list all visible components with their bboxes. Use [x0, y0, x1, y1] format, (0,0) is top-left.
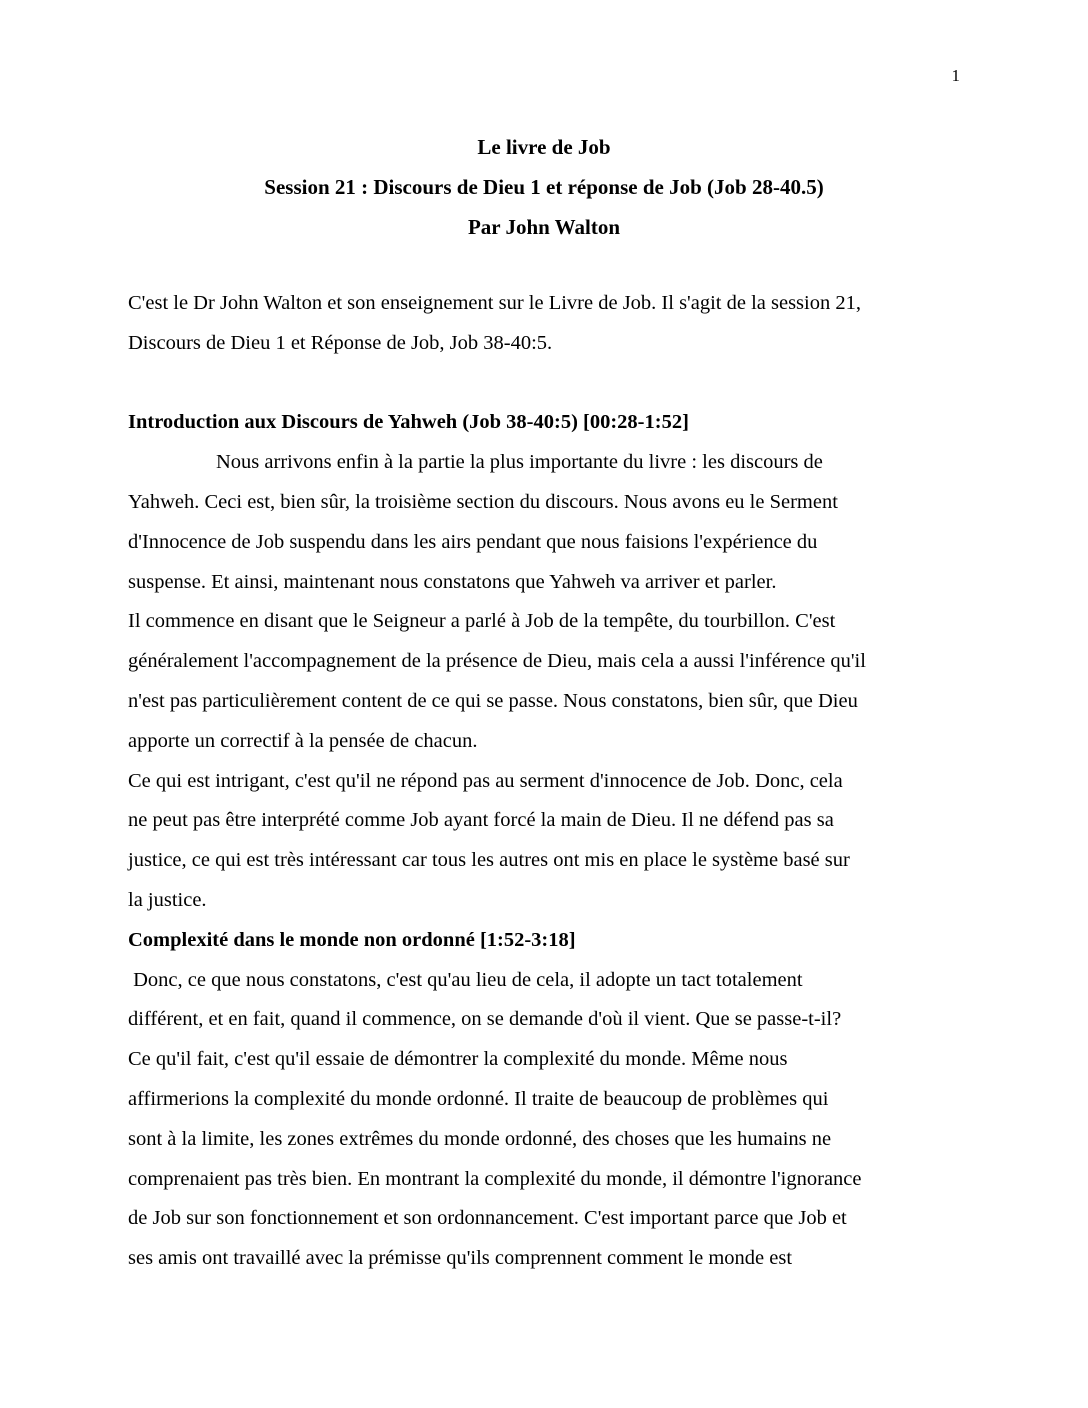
text-line: comprenaient pas très bien. En montrant la complexité du monde, il démontre l'ignorance [128, 1167, 862, 1190]
session-title: Session 21 : Discours de Dieu 1 et réponse de Job (Job 28-40.5) [264, 175, 824, 199]
section2-paragraph-1 [128, 961, 962, 1279]
book-title: Le livre de Job [477, 135, 611, 159]
text-line: Donc, ce que nous constatons, c'est qu'au lieu de cela, il adopte un tact totalement [128, 968, 803, 991]
text-line: ne peut pas être interprété comme Job ayant forcé la main de Dieu. Il ne défend pas sa [128, 809, 834, 832]
text-line: la justice. [128, 888, 207, 911]
text-line: Discours de Dieu 1 et Réponse de Job, Job 38-40:5. [128, 331, 553, 354]
section1-paragraph-1 [128, 443, 962, 602]
section-heading-introduction: Introduction aux Discours de Yahweh (Job 38-40:5) [00:28-1:52] [128, 411, 689, 434]
intro-paragraph [128, 284, 962, 364]
document-body [128, 284, 962, 1279]
text-line: Yahweh. Ceci est, bien sûr, la troisième section du discours. Nous avons eu le Serment [128, 490, 838, 513]
text-line: Ce qui est intrigant, c'est qu'il ne répond pas au serment d'innocence de Job. Donc, cela [128, 769, 843, 792]
section1-paragraph-2 [128, 602, 962, 761]
author-line: Par John Walton [467, 215, 621, 239]
section1-paragraph-3 [128, 762, 962, 921]
text-line: Nous arrivons enfin à la partie la plus importante du livre : les discours de [216, 451, 823, 474]
text-line: généralement l'accompagnement de la présence de Dieu, mais cela a aussi l'inférence qu'il [128, 650, 866, 673]
text-line: n'est pas particulièrement content de ce qui se passe. Nous constatons, bien sûr, que Dieu [128, 689, 858, 712]
text-line: d'Innocence de Job suspendu dans les airs pendant que nous faisions l'expérience du [128, 530, 818, 553]
text-line: ses amis ont travaillé avec la prémisse qu'ils comprennent comment le monde est [128, 1247, 793, 1270]
page-number: 1 [951, 66, 960, 85]
text-line: différent, et en fait, quand il commence, on se demande d'où il vient. Que se passe-t-il? [128, 1008, 842, 1031]
text-line: affirmerions la complexité du monde ordonné. Il traite de beaucoup de problèmes qui [128, 1087, 829, 1110]
text-line: de Job sur son fonctionnement et son ordonnancement. C'est important parce que Job et [128, 1207, 847, 1230]
text-line: Ce qu'il fait, c'est qu'il essaie de démontrer la complexité du monde. Même nous [128, 1048, 788, 1071]
text-line: suspense. Et ainsi, maintenant nous constatons que Yahweh va arriver et parler. [128, 570, 777, 593]
text-line: sont à la limite, les zones extrêmes du monde ordonné, des choses que les humains ne [128, 1127, 832, 1150]
text-line: apporte un correctif à la pensée de chacun. [128, 729, 478, 752]
text-line: Il commence en disant que le Seigneur a parlé à Job de la tempête, du tourbillon. C'est [128, 610, 836, 633]
text-line: C'est le Dr John Walton et son enseignement sur le Livre de Job. Il s'agit de la session 21, [128, 292, 861, 314]
section-heading-complexite: Complexité dans le monde non ordonné [1:52-3:18] [128, 928, 576, 951]
title-block [128, 127, 960, 247]
text-line: justice, ce qui est très intéressant car tous les autres ont mis en place le système basé sur [128, 849, 850, 872]
